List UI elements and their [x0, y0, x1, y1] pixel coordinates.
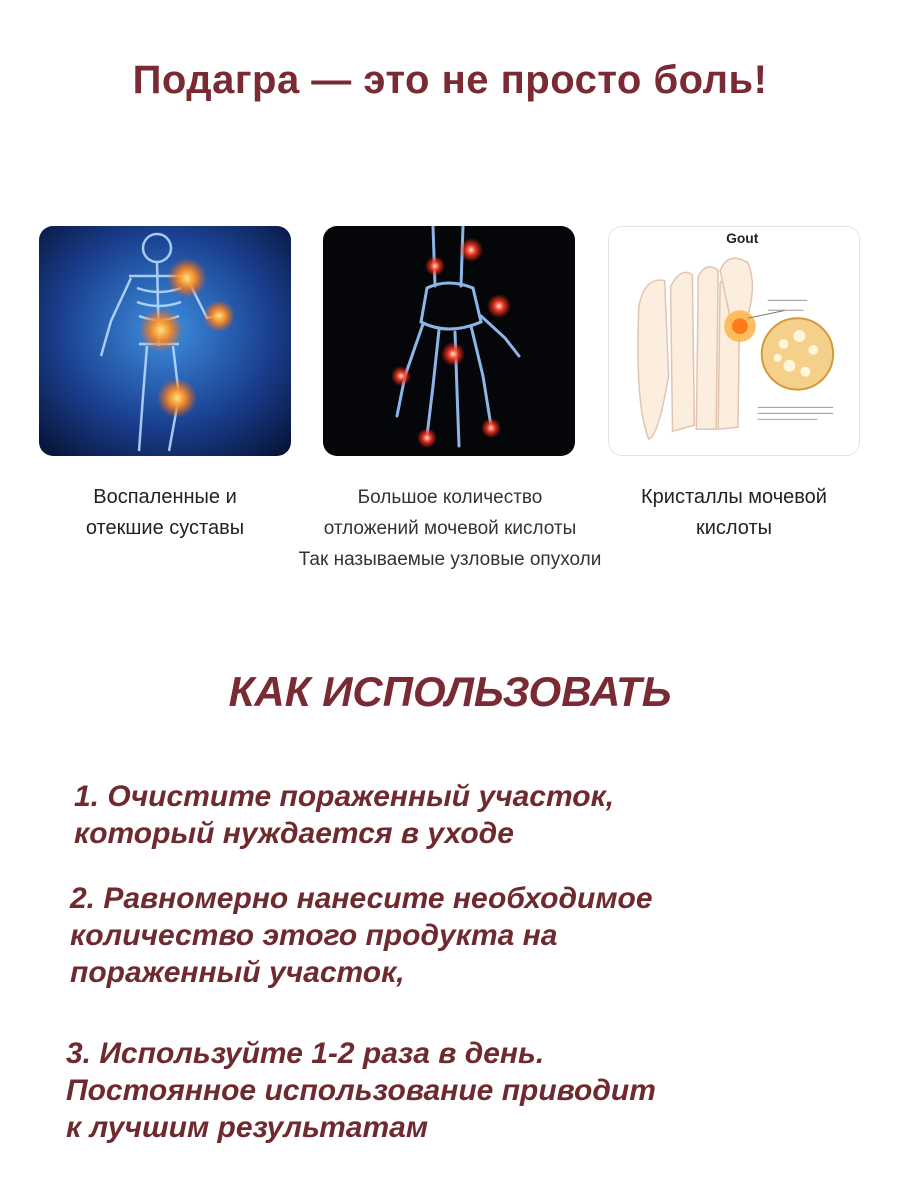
caption-inflamed-joints: [39, 482, 291, 544]
step-line: 2. Равномерно нанесите необходимое: [70, 882, 653, 915]
step-line: 3. Используйте 1-2 раза в день.: [66, 1037, 545, 1070]
caption-uric-acid-crystals: [608, 482, 860, 544]
step-line: к лучшим результатам: [66, 1111, 429, 1144]
step-line: количество этого продукта на: [70, 919, 558, 952]
caption-line: Кристаллы мочевой: [641, 486, 827, 508]
caption-line: Так называемые узловые опухоли: [298, 549, 602, 570]
caption-line: отложений мочевой кислоты: [323, 518, 577, 539]
caption-line: Воспаленные и: [93, 486, 237, 508]
caption-line: Большое количество: [357, 487, 543, 508]
caption-line: отекшие суставы: [85, 517, 245, 539]
step-line: пораженный участок,: [70, 956, 405, 989]
gout-label: Gout: [726, 229, 759, 246]
gout-foot-diagram: [608, 226, 860, 456]
page-title: Подагра — это не просто боль!: [132, 58, 768, 102]
usage-step-1: [74, 778, 874, 852]
usage-step-2: [70, 880, 870, 991]
step-line: который нуждается в уходе: [74, 817, 514, 850]
xray-hand-image: [323, 226, 575, 456]
step-line: Постоянное использование приводит: [66, 1074, 656, 1107]
inflamed-joints-image: [39, 226, 291, 456]
step-line: 1. Очистите пораженный участок,: [74, 780, 615, 813]
caption-line: кислоты: [695, 517, 773, 539]
caption-uric-acid-deposits: [280, 482, 620, 575]
usage-step-3: [66, 1035, 866, 1146]
how-to-use-heading: КАК ИСПОЛЬЗОВАТЬ: [228, 668, 672, 715]
